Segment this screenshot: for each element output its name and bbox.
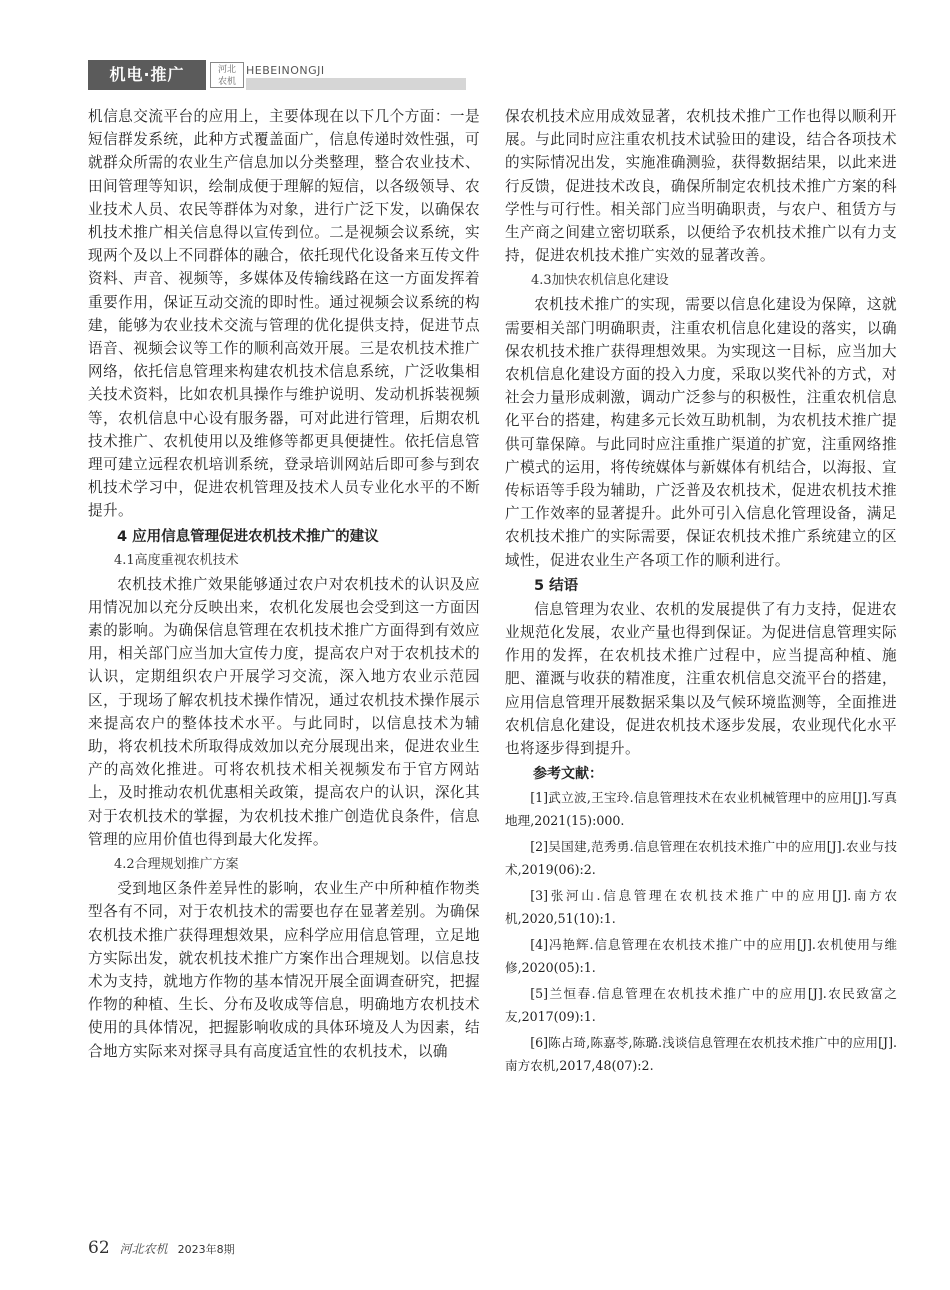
journal-logo xyxy=(210,62,244,88)
section-label: 机电·推广 xyxy=(88,60,206,90)
page-footer xyxy=(88,1238,235,1260)
references-heading: 参考文献： xyxy=(533,766,603,783)
paragraph: 农机技术推广效果能够通过农户对农机技术的认识及应用情况加以充分反映出来，农机化发展也会受到这一方面因素的影响。为确保信息管理在农机技术推广方面得到有效应用，相关部门应当加大宣传力度，提高农户对于农机技术的认识，定期组织农户开展学习交流，深入地方农业示范园区，于现场了解农机技术操作情况，通过农机技术操作展示来提高农户的整体技术水平。与此同时，以信息技术为辅助，将农机技术所取得成效加以充分展现出来，促进农业生产的高效化推进。可将农机技术相关视频发布于官方网站上，及时推动农机优惠相关政策，提高农户的认识，深化其对于农机技术的掌握，为农机技术推广创造优良条件，信息管理的应用价值也得到最大化发挥。 xyxy=(88,575,480,848)
section-heading-5: 5 结语 xyxy=(534,577,579,594)
header-rule xyxy=(246,78,466,90)
reference-item: [1]武立波,王宝玲.信息管理技术在农业机械管理中的应用[J].写真地理,2021(15):000. xyxy=(505,790,897,829)
paragraph: 信息管理为农业、农机的发展提供了有力支持，促进农业规范化发展，农业产量也得到保证。为促进信息管理实际作用的发挥，在农机技术推广过程中，应当提高种植、施肥、灌溉与收获的精准度，注重农机信息交流平台的搭建，应用信息管理开展数据采集以及气候环境监测等，全面推进农机信息化建设，促进农机技术逐步发展，农业现代化水平也将逐步得到提升。 xyxy=(505,600,897,758)
paragraph: 保农机技术应用成效显著，农机技术推广工作也得以顺利开展。与此同时应注重农机技术试验田的建设，结合各项技术的实际情况出发，实施准确测验，获得数据结果，以此来进行反馈，促进技术改良，确保所制定农机技术推广方案的科学性与可行性。相关部门应当明确职责，与农户、租赁方与生产商之间建立密切联系，以便给予农机技术推广以有力支持，促进农机技术推广实效的显著改善。 xyxy=(505,108,897,265)
section-heading-4: 4 应用信息管理促进农机技术推广的建议 xyxy=(117,528,379,545)
paragraph: 农机技术推广的实现，需要以信息化建设为保障，这就需要相关部门明确职责，注重农机信息化建设的落实，以确保农机技术推广获得理想效果。为实现这一目标，应当加大农机信息化建设方面的投入力度，采取以奖代补的方式，对社会力量形成刺激，调动广泛参与的积极性，注重农机信息化平台的搭建，构建多元长效互助机制，为农机技术推广提供可靠保障。与此同时应注重推广渠道的扩宽，注重网络推广模式的运用，将传统媒体与新媒体有机结合，以海报、宣传标语等手段为辅助，广泛普及农机技术，促进农机技术推广工作效率的显著提升。此外可引入信息化管理设备，满足农机技术推广的实际需要，保证农机技术推广系统建立的区域性，促进农业生产各项工作的顺利进行。 xyxy=(505,296,897,569)
right-column xyxy=(505,105,897,1080)
issue-label: 2023年8期 xyxy=(177,1243,235,1256)
subsection-heading-4-3: 4.3加快农机信息化建设 xyxy=(531,273,669,289)
logo-bottom-text: 农机 xyxy=(217,77,236,87)
page-number: 62 xyxy=(88,1238,110,1258)
paragraph: 机信息交流平台的应用上，主要体现在以下几个方面：一是短信群发系统，此种方式覆盖面广，信息传递时效性强，可就群众所需的农业生产信息加以分类整理，整合农业技术、田间管理等知识，绘制成便于理解的短信，以各级领导、农业技术人员、农民等群体为对象，进行广泛下发，以确保农机技术推广相关信息得以宣传到位。二是视频会议系统，实现两个及以上不同群体的融合，依托现代化设备来互传文件资料、声音、视频等，多媒体及传输线路在这一方面发挥着重要作用，保证互动交流的即时性。通过视频会议系统的构建，能够为农业技术交流与管理的优化提供支持，促进节点语音、视频会议等工作的顺利高效开展。三是农机技术推广网络，依托信息管理来构建农机技术信息系统，广泛收集相关技术资料，比如农机具操作与维护说明、发动机拆装视频等，农机信息中心设有服务器，可对此进行管理，后期农机技术推广、农机使用以及维修等都更具便捷性。依托信息管理可建立远程农机培训系统，登录培训网站后即可参与到农机技术学习中，促进农机管理及技术人员专业化水平的不断提升。 xyxy=(88,108,480,520)
reference-item: [4]冯艳辉.信息管理在农机技术推广中的应用[J].农机使用与维修,2020(05):1. xyxy=(505,937,897,976)
paragraph: 受到地区条件差异性的影响，农业生产中所种植作物类型各有不同，对于农机技术的需要也存在显著差别。为确保农机技术推广获得理想效果，应科学应用信息管理，立足地方实际出发，就农机技术推广方案作出合理规划。以信息技术为支持，就地方作物的基本情况开展全面调查研究，把握作物的种植、生长、分布及收成等信息，明确地方农机技术使用的具体情况，把握影响收成的具体环境及人为因素，结合地方实际来对探寻具有高度适宜性的农机技术，以确 xyxy=(88,880,480,1060)
subsection-heading-4-2: 4.2合理规划推广方案 xyxy=(114,857,239,873)
journal-pinyin: HEBEINONGJI xyxy=(246,64,325,77)
logo-top-text: 河北 xyxy=(217,65,236,75)
left-column xyxy=(88,105,480,1065)
reference-item: [3]张河山.信息管理在农机技术推广中的应用[J].南方农机,2020,51(10):1. xyxy=(505,888,897,927)
page-header xyxy=(88,60,378,90)
reference-item: [6]陈占琦,陈嘉苓,陈璐.浅谈信息管理在农机技术推广中的应用[J].南方农机,2017,48(07):2. xyxy=(505,1035,897,1074)
subsection-heading-4-1: 4.1高度重视农机技术 xyxy=(114,552,239,568)
footer-journal-name: 河北农机 xyxy=(119,1242,168,1256)
reference-item: [5]兰恒春.信息管理在农机技术推广中的应用[J].农民致富之友,2017(09):1. xyxy=(505,986,897,1025)
reference-item: [2]吴国建,范秀勇.信息管理在农机技术推广中的应用[J].农业与技术,2019(06):2. xyxy=(505,839,897,878)
